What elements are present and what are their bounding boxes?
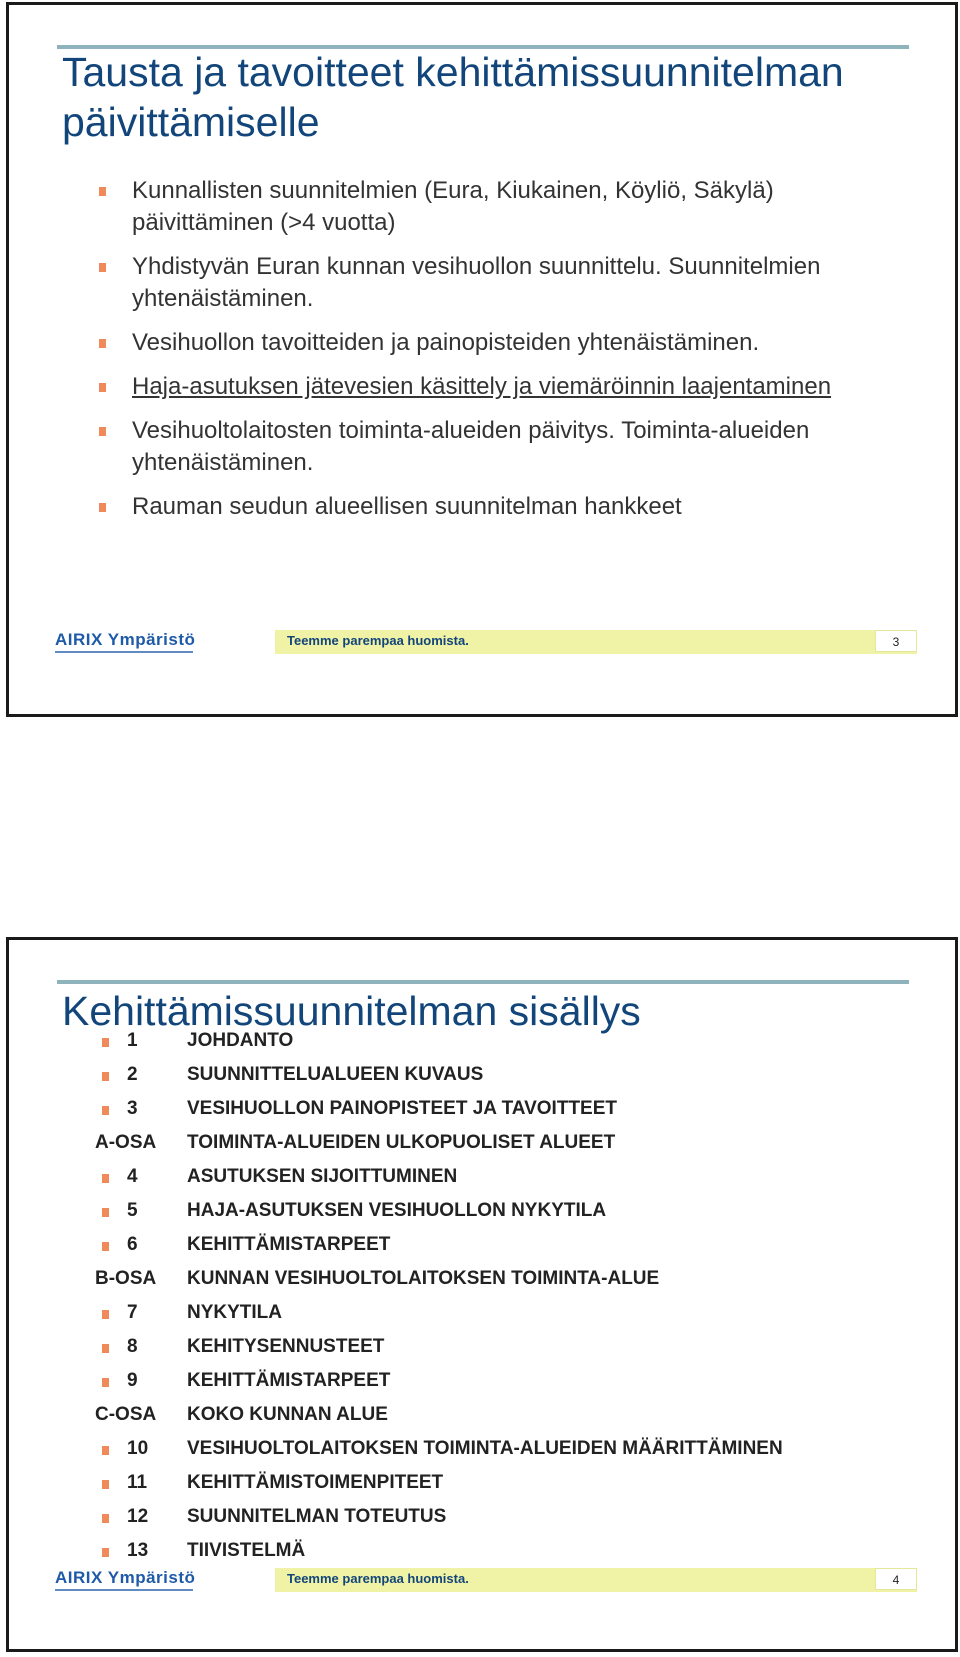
bullet-item — [99, 491, 919, 523]
toc-row — [93, 1300, 933, 1334]
bullet-marker-icon — [102, 1480, 109, 1489]
toc-heading: KEHITTÄMISTOIMENPITEET — [187, 1472, 444, 1493]
bullet-list — [99, 175, 919, 535]
bullet-marker-icon — [99, 263, 106, 272]
bullet-item — [99, 415, 919, 479]
toc-number: 12 — [127, 1506, 149, 1527]
toc-number: 2 — [127, 1064, 138, 1085]
slide-footer — [9, 626, 955, 686]
bullet-item — [99, 371, 919, 403]
toc-heading: JOHDANTO — [187, 1030, 294, 1051]
toc-heading: TIIVISTELMÄ — [187, 1540, 306, 1561]
bullet-marker-icon — [99, 187, 106, 196]
slide-3 — [6, 2, 958, 717]
bullet-text: Yhdistyvän Euran kunnan vesihuollon suunnittelu. Suunnitelmien yhtenäistäminen. — [132, 253, 821, 312]
airix-logo — [55, 1568, 195, 1592]
toc-part-label: A-OSA — [95, 1132, 157, 1153]
toc-row — [93, 1164, 933, 1198]
bullet-marker-icon — [102, 1174, 109, 1183]
page-number: 3 — [875, 630, 917, 652]
toc-row — [93, 1368, 933, 1402]
toc-row — [93, 1436, 933, 1470]
page-number: 4 — [875, 1568, 917, 1590]
toc-number: 7 — [127, 1302, 138, 1323]
toc-number: 4 — [127, 1166, 138, 1187]
toc-heading: KEHITTÄMISTARPEET — [187, 1370, 391, 1391]
toc-row — [93, 1266, 933, 1300]
toc-row — [93, 1096, 933, 1130]
bullet-item — [99, 327, 919, 359]
tagline-bar — [275, 630, 917, 654]
toc-row — [93, 1062, 933, 1096]
toc-heading: ASUTUKSEN SIJOITTUMINEN — [187, 1166, 458, 1187]
bullet-marker-icon — [102, 1038, 109, 1047]
toc-number: 3 — [127, 1098, 138, 1119]
toc-heading: SUUNNITTELUALUEEN KUVAUS — [187, 1064, 484, 1085]
toc-number: 8 — [127, 1336, 138, 1357]
bullet-marker-icon — [102, 1106, 109, 1115]
toc-number: 11 — [127, 1472, 148, 1493]
toc-row — [93, 1028, 933, 1062]
bullet-marker-icon — [102, 1072, 109, 1081]
bullet-marker-icon — [102, 1344, 109, 1353]
bullet-marker-icon — [99, 503, 106, 512]
toc-row — [93, 1334, 933, 1368]
bullet-text: Kunnallisten suunnitelmien (Eura, Kiukainen, Köyliö, Säkylä) päivittäminen (>4 vuotta) — [132, 177, 774, 236]
bullet-marker-icon — [99, 383, 106, 392]
toc-number: 5 — [127, 1200, 138, 1221]
bullet-marker-icon — [102, 1446, 109, 1455]
tagline: Teemme parempaa huomista. — [287, 1571, 469, 1586]
bullet-marker-icon — [102, 1208, 109, 1217]
bullet-item — [99, 251, 919, 315]
logo-text: AIRIX Ympäristö — [55, 630, 196, 649]
toc-row — [93, 1402, 933, 1436]
toc-row — [93, 1504, 933, 1538]
toc-heading: HAJA-ASUTUKSEN VESIHUOLLON NYKYTILA — [187, 1200, 607, 1221]
toc-number: 1 — [127, 1030, 138, 1051]
logo-underline — [55, 651, 193, 653]
bullet-marker-icon — [102, 1242, 109, 1251]
bullet-marker-icon — [99, 427, 106, 436]
bullet-item — [99, 175, 919, 239]
toc-heading: KUNNAN VESIHUOLTOLAITOKSEN TOIMINTA-ALUE — [187, 1268, 660, 1289]
toc-number: 13 — [127, 1540, 149, 1561]
toc-number: 9 — [127, 1370, 138, 1391]
toc-row — [93, 1232, 933, 1266]
logo-text: AIRIX Ympäristö — [55, 1568, 196, 1587]
slide-footer — [9, 1564, 955, 1624]
bullet-text: Vesihuoltolaitosten toiminta-alueiden päivitys. Toiminta-alueiden yhtenäistäminen. — [132, 417, 810, 476]
toc-heading: SUUNNITELMAN TOTEUTUS — [187, 1506, 447, 1527]
bullet-marker-icon — [102, 1548, 109, 1557]
toc-row — [93, 1130, 933, 1164]
toc-heading: KEHITTÄMISTARPEET — [187, 1234, 391, 1255]
toc-number: 10 — [127, 1438, 149, 1459]
toc-part-label: C-OSA — [95, 1404, 157, 1425]
logo-underline — [55, 1589, 193, 1591]
toc-heading: TOIMINTA-ALUEIDEN ULKOPUOLISET ALUEET — [187, 1132, 616, 1153]
bullet-text: Vesihuollon tavoitteiden ja painopisteiden yhtenäistäminen. — [132, 329, 760, 356]
toc-row — [93, 1470, 933, 1504]
toc-number: 6 — [127, 1234, 138, 1255]
toc-part-label: B-OSA — [95, 1268, 157, 1289]
toc-heading: VESIHUOLTOLAITOKSEN TOIMINTA-ALUEIDEN MÄÄRITTÄMINEN — [187, 1438, 783, 1459]
tagline-bar — [275, 1568, 917, 1592]
toc-row — [93, 1198, 933, 1232]
slide-title: Tausta ja tavoitteet kehittämissuunnitelman päivittämiselle — [62, 49, 844, 145]
bullet-marker-icon — [102, 1378, 109, 1387]
bullet-marker-icon — [102, 1514, 109, 1523]
toc-heading: KOKO KUNNAN ALUE — [187, 1404, 388, 1425]
title-rule — [57, 980, 909, 984]
bullet-text: Haja-asutuksen jätevesien käsittely ja viemäröinnin laajentaminen — [132, 373, 832, 400]
toc-heading: VESIHUOLLON PAINOPISTEET JA TAVOITTEET — [187, 1098, 617, 1119]
airix-logo — [55, 630, 195, 654]
toc-heading: KEHITYSENNUSTEET — [187, 1336, 385, 1357]
tagline: Teemme parempaa huomista. — [287, 633, 469, 648]
slide-4 — [6, 937, 958, 1652]
bullet-text: Rauman seudun alueellisen suunnitelman hankkeet — [132, 493, 682, 520]
toc-heading: NYKYTILA — [187, 1302, 282, 1323]
bullet-marker-icon — [102, 1310, 109, 1319]
slide-title: Kehittämissuunnitelman sisällys — [62, 988, 641, 1034]
bullet-marker-icon — [99, 339, 106, 348]
table-of-contents — [93, 1028, 933, 1572]
